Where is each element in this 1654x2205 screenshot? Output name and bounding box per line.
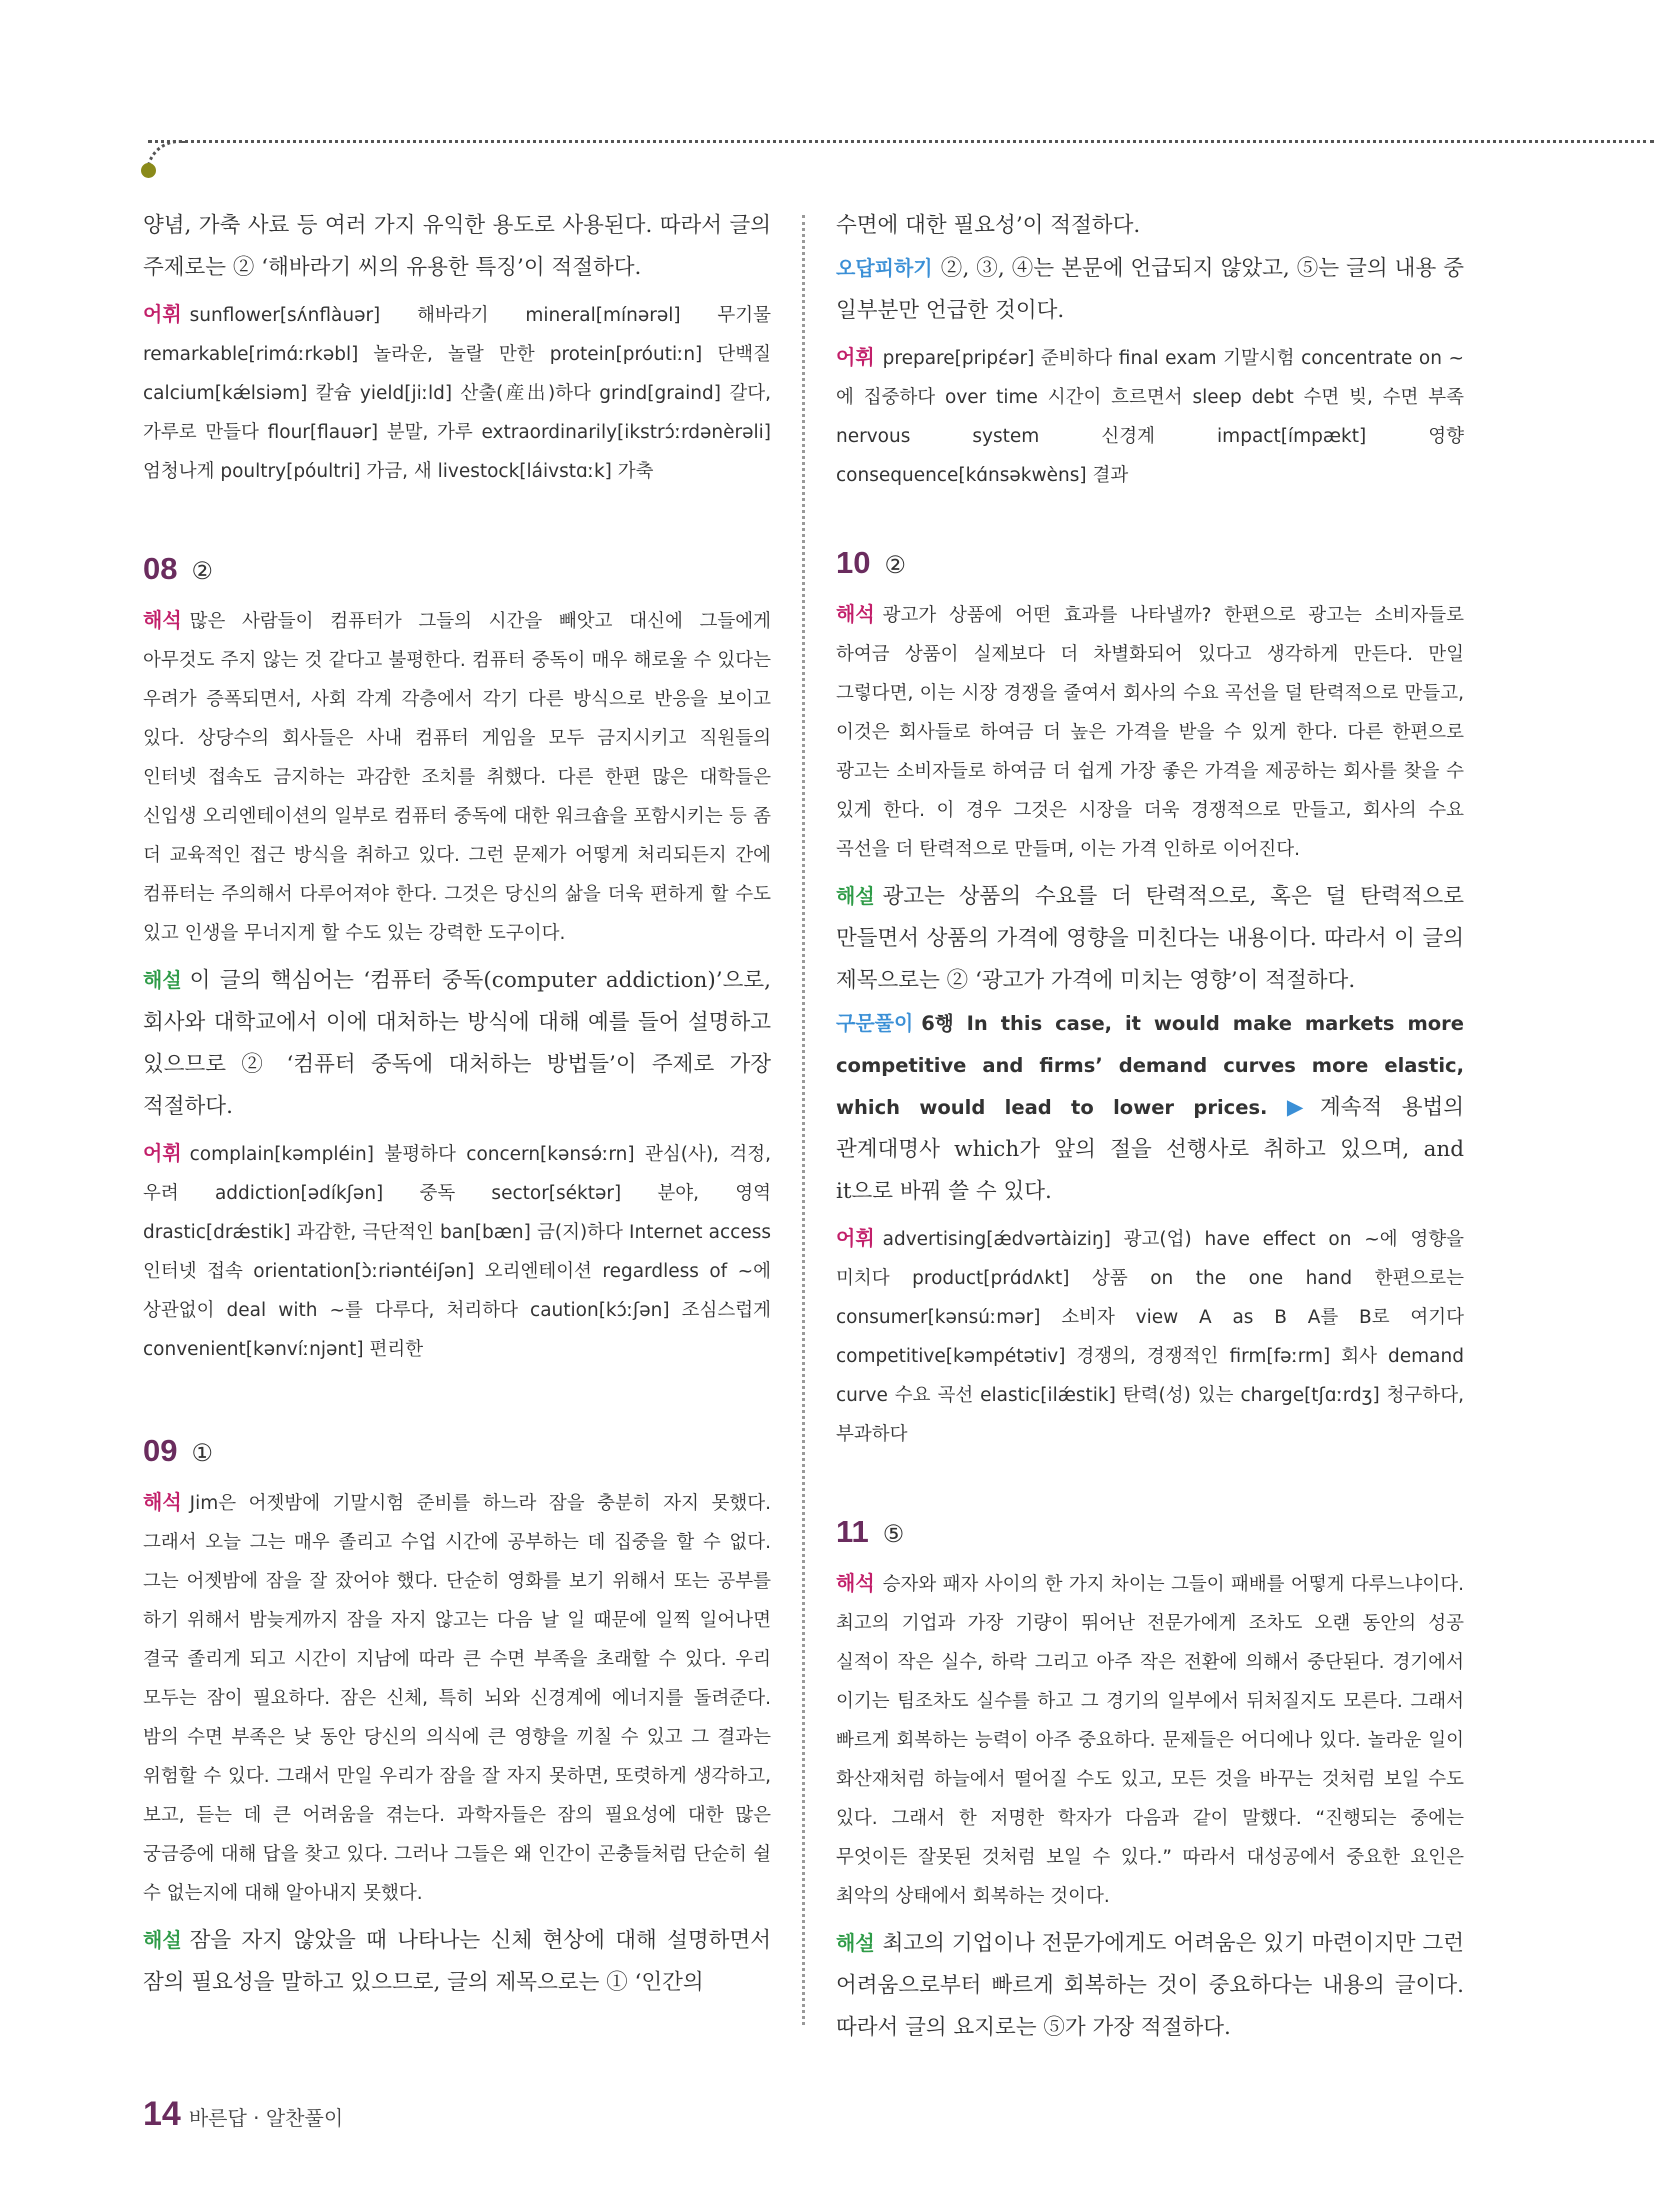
translation-label: 해석 bbox=[143, 608, 182, 632]
structure-line: 6행 bbox=[921, 1012, 954, 1035]
q07-explanation-continued: 양념, 가축 사료 등 여러 가지 유익한 용도로 사용된다. 따라서 글의 주제로는 ② ‘해바라기 씨의 유용한 특징’이 적절하다. bbox=[143, 213, 771, 280]
column-divider bbox=[802, 215, 805, 2025]
q10-vocabulary bbox=[836, 1219, 1464, 1454]
triangle-icon: ▶ bbox=[1286, 1095, 1316, 1120]
vocab-label: 어휘 bbox=[836, 1226, 875, 1250]
vocab-text: sunflower[sʌ́nflàuər] 해바라기 mineral[mínərəl] 무기물 remarkable[rimɑ́ːrkəbl] 놀라운, 놀랄 만한 protein[próutiːn] 단백질 calcium[kǽlsiəm] 칼슘 yield[jiːld] 산출(産出)하다 grind[graind] 갈다, 가루로 만들다 flour[flauər] 분말, 가루 extraordinarily[ikstrɔ́ːrdənèrəli] 엄청나게 poultry[póultri] 가금, 새 livestock[láivstɑːk] 가축 bbox=[143, 305, 771, 482]
q08-translation bbox=[143, 601, 771, 953]
translation-label: 해석 bbox=[836, 602, 875, 626]
page-number: 14 bbox=[143, 2095, 181, 2133]
q10-structure-note bbox=[836, 1002, 1464, 1213]
explanation-label: 해설 bbox=[143, 1928, 182, 1952]
q10-translation bbox=[836, 595, 1464, 869]
q08-answer: ② bbox=[191, 557, 213, 585]
translation-text: 승자와 패자 사이의 한 가지 차이는 그들이 패배를 어떻게 다루느냐이다. 최고의 기업과 가장 기량이 뛰어난 전문가에게 조차도 오랜 동안의 성공 실적이 작은 실수, 하락 그리고 아주 작은 전환에 의해서 중단된다. 경기에서 이기는 팀조차도 실수를 하고 그 경기의 일부에서 뒤처질지도 모른다. 그래서 빠르게 회복하는 능력이 아주 중요하다. 문제들은 어디에나 있다. 놀라운 일이 화산재처럼 하늘에서 떨어질 수도 있고, 모든 것을 바꾸는 것처럼 보일 수도 있다. 그래서 한 저명한 학자가 다음과 같이 말했다. “진행되는 중에는 무엇이든 잘못된 것처럼 보일 수 있다.” 따라서 대성공에서 중요한 요인은 최악의 상태에서 회복하는 것이다. bbox=[836, 1574, 1464, 1907]
translation-text: 많은 사람들이 컴퓨터가 그들의 시간을 빼앗고 대신에 그들에게 아무것도 주지 않는 것 같다고 불평한다. 컴퓨터 중독이 매우 해로울 수 있다는 우려가 증폭되면서, 사회 각계 각층에서 각기 다른 방식으로 반응을 보이고 있다. 상당수의 회사들은 사내 컴퓨터 게임을 모두 금지시키고 직원들의 인터넷 접속도 금지하는 과감한 조치를 취했다. 다른 한편 많은 대학들은 신입생 오리엔테이션의 일부로 컴퓨터 중독에 대한 워크숍을 포함시키는 등 좀 더 교육적인 접근 방식을 취하고 있다. 그런 문제가 어떻게 처리되든지 간에 컴퓨터는 주의해서 다루어져야 한다. 그것은 당신의 삶을 더욱 편하게 할 수도 있고 인생을 무너지게 할 수도 있는 강력한 도구이다. bbox=[143, 611, 771, 944]
vocab-label: 어휘 bbox=[836, 345, 875, 369]
explanation-label: 해설 bbox=[836, 884, 875, 908]
vocab-label: 어휘 bbox=[143, 1141, 182, 1165]
structure-sentence: In this case, it would make markets more competitive and firms’ demand curves more elastic, which would lead to lower prices. bbox=[836, 1012, 1464, 1119]
q11-answer: ⑤ bbox=[882, 1520, 905, 1548]
wrong-answer-label: 오답피하기 bbox=[836, 256, 933, 280]
q09-explanation-continued: 수면에 대한 필요성’이 적절하다. bbox=[836, 213, 1141, 238]
structure-explanation: 계속적 용법의 관계대명사 which가 앞의 절을 선행사로 취하고 있으며, and it으로 바꿔 쓸 수 있다. bbox=[836, 1095, 1464, 1204]
q07-vocabulary bbox=[143, 295, 771, 491]
vocab-label: 어휘 bbox=[143, 302, 182, 326]
q11-header bbox=[836, 1514, 1464, 1558]
wrong-answer-text: ②, ③, ④는 본문에 언급되지 않았고, ⑤는 글의 내용 중 일부분만 언급한 것이다. bbox=[836, 256, 1464, 323]
q10-number: 10 bbox=[836, 545, 871, 580]
translation-label: 해석 bbox=[836, 1571, 875, 1595]
q08-vocabulary bbox=[143, 1134, 771, 1369]
vocab-text: complain[kəmpléin] 불평하다 concern[kənsə́ːrn] 관심(사), 걱정, 우려 addiction[ədíkʃən] 중독 sector[séktər] 분야, 영역 drastic[drǽstik] 과감한, 극단적인 ban[bæn] 금(지)하다 Internet access 인터넷 접속 orientation[ɔ̀ːriəntéiʃən] 오리엔테이션 regardless of ~에 상관없이 deal with ~를 다루다, 처리하다 caution[kɔ́ːʃən] 조심스럽게 convenient[kənvíːnjənt] 편리한 bbox=[143, 1144, 771, 1360]
translation-text: Jim은 어젯밤에 기말시험 준비를 하느라 잠을 충분히 자지 못했다. 그래서 오늘 그는 매우 졸리고 수업 시간에 공부하는 데 집중을 할 수 없다. 그는 어젯밤에 잠을 잘 잤어야 했다. 단순히 영화를 보기 위해서 또는 공부를 하기 위해서 밤늦게까지 잠을 자지 않고는 다음 날 일 때문에 일찍 일어나면 결국 졸리게 되고 시간이 지남에 따라 큰 수면 부족을 초래할 수 있다. 우리 모두는 잠이 필요하다. 잠은 신체, 특히 뇌와 신경계에 에너지를 돌려준다. 밤의 수면 부족은 낮 동안 당신의 의식에 큰 영향을 끼칠 수 있고 그 결과는 위험할 수 있다. 그래서 만일 우리가 잠을 잘 자지 못하면, 또렷하게 생각하고, 보고, 듣는 데 큰 어려움을 겪는다. 과학자들은 잠의 필요성에 대한 많은 궁금증에 대해 답을 찾고 있다. 그러나 그들은 왜 인간이 곤충들처럼 단순히 쉴 수 없는지에 대해 알아내지 못했다. bbox=[143, 1493, 771, 1904]
q10-header bbox=[836, 545, 1464, 589]
explanation-text: 이 글의 핵심어는 ‘컴퓨터 중독(computer addiction)’으로, 회사와 대학교에서 이에 대처하는 방식에 대해 예를 들어 설명하고 있으므로 ② ‘컴퓨터 중독에 대처하는 방법들’이 주제로 가장 적절하다. bbox=[143, 968, 771, 1119]
q08-header bbox=[143, 551, 771, 595]
left-column bbox=[143, 205, 771, 2004]
q10-explanation bbox=[836, 875, 1464, 1002]
q09-number: 09 bbox=[143, 1433, 178, 1468]
header-dot-icon bbox=[141, 163, 156, 178]
q11-explanation bbox=[836, 1922, 1464, 2049]
book-title: 바른답 · 알찬풀이 bbox=[188, 2106, 344, 2130]
explanation-text: 광고는 상품의 수요를 더 탄력적으로, 혹은 덜 탄력적으로 만들면서 상품의 가격에 영향을 미친다는 내용이다. 따라서 이 글의 제목으로는 ② ‘광고가 가격에 미치는 영향’이 적절하다. bbox=[836, 884, 1464, 993]
vocab-text: advertising[ǽdvərtàiziŋ] 광고(업) have effect on ~에 영향을 미치다 product[prɑ́dʌkt] 상품 on the one hand 한편으로는 consumer[kənsúːmər] 소비자 view A as B A를 B로 여기다 competitive[kəmpétətiv] 경쟁의, 경쟁적인 firm[fəːrm] 회사 demand curve 수요 곡선 elastic[ilǽstik] 탄력(성) 있는 charge[tʃɑːrdʒ] 청구하다, 부과하다 bbox=[836, 1229, 1464, 1445]
vocab-text: prepare[pripέər] 준비하다 final exam 기말시험 concentrate on ~에 집중하다 over time 시간이 흐르면서 sleep debt 수면 빚, 수면 부족 nervous system 신경계 impact[ímpækt] 영향 consequence[kɑ́nsəkwèns] 결과 bbox=[836, 348, 1464, 486]
translation-label: 해석 bbox=[143, 1490, 182, 1514]
header-dotted-line bbox=[148, 140, 1654, 143]
q08-number: 08 bbox=[143, 551, 178, 586]
explanation-text: 잠을 자지 않았을 때 나타나는 신체 현상에 대해 설명하면서 잠의 필요성을 말하고 있으므로, 글의 제목으로는 ① ‘인간의 bbox=[143, 1928, 771, 1995]
explanation-label: 해설 bbox=[143, 968, 182, 992]
page-footer bbox=[143, 2095, 343, 2134]
q09-translation bbox=[143, 1483, 771, 1913]
explanation-text: 최고의 기업이나 전문가에게도 어려움은 있기 마련이지만 그런 어려움으로부터 빠르게 회복하는 것이 중요하다는 내용의 글이다. 따라서 글의 요지로는 ⑤가 가장 적절하다. bbox=[836, 1931, 1464, 2040]
q11-number: 11 bbox=[836, 1514, 869, 1549]
q10-answer: ② bbox=[884, 551, 906, 579]
q11-translation bbox=[836, 1564, 1464, 1916]
right-column bbox=[836, 205, 1464, 2049]
q09-vocabulary bbox=[836, 338, 1464, 495]
translation-text: 광고가 상품에 어떤 효과를 나타낼까? 한편으로 광고는 소비자들로 하여금 상품이 실제보다 더 차별화되어 있다고 생각하게 만든다. 만일 그렇다면, 이는 시장 경쟁을 줄여서 회사의 수요 곡선을 덜 탄력적으로 만들고, 이것은 회사들로 하여금 더 높은 가격을 받을 수 있게 한다. 다른 한편으로 광고는 소비자들로 하여금 더 쉽게 가장 좋은 가격을 제공하는 회사를 찾을 수 있게 한다. 이 경우 그것은 시장을 더욱 경쟁적으로 만들고, 회사의 수요 곡선을 더 탄력적으로 만들며, 이는 가격 인하로 이어진다. bbox=[836, 605, 1464, 860]
q09-wrong-answer-note bbox=[836, 247, 1464, 332]
q09-explanation bbox=[143, 1919, 771, 2004]
structure-label: 구문풀이 bbox=[836, 1011, 914, 1035]
q09-answer: ① bbox=[191, 1439, 213, 1467]
q09-header bbox=[143, 1433, 771, 1477]
explanation-label: 해설 bbox=[836, 1931, 875, 1955]
q08-explanation bbox=[143, 959, 771, 1128]
